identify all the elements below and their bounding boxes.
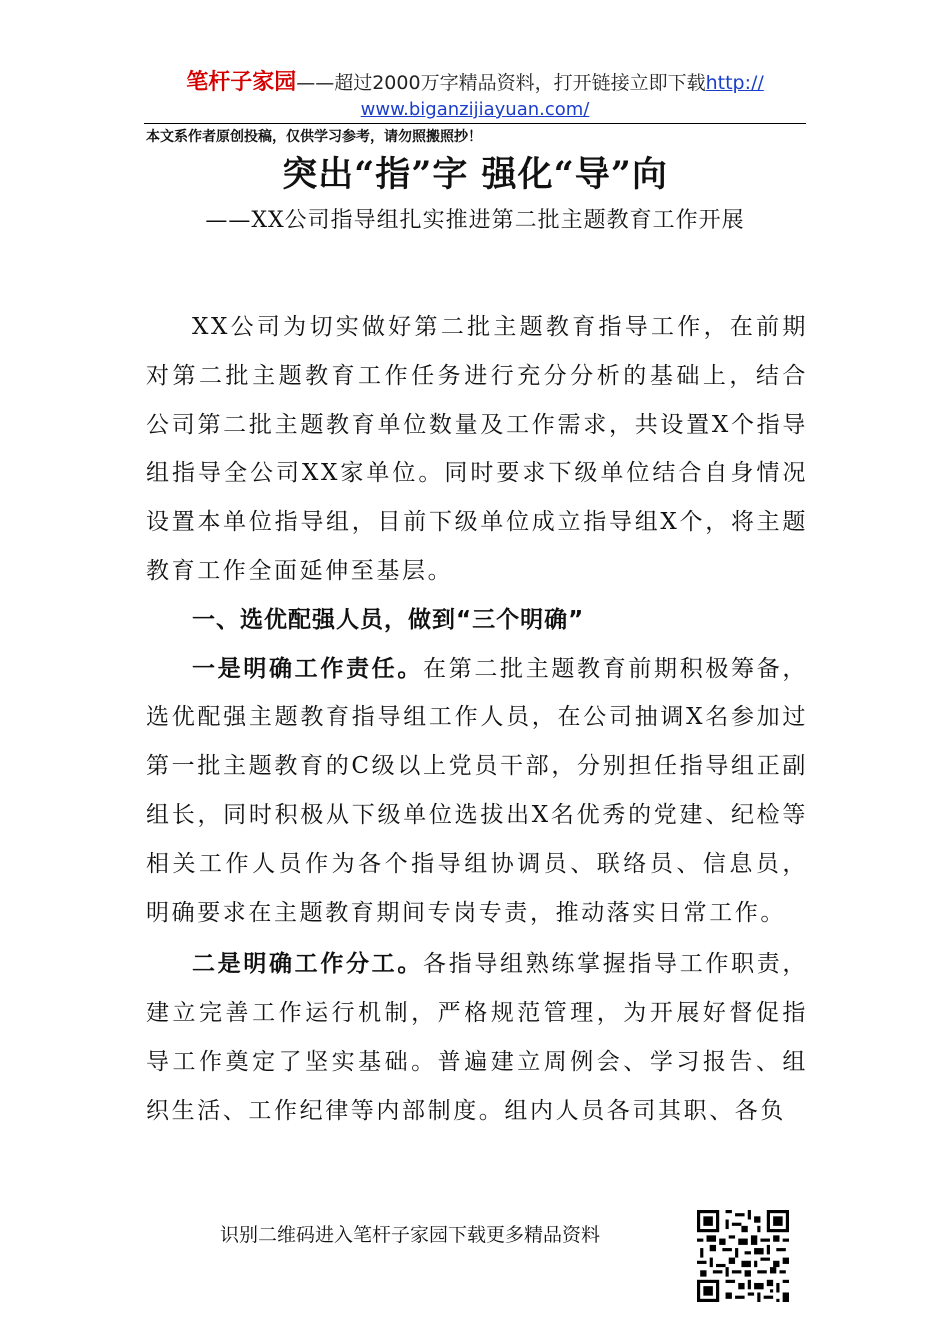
brand-name: 笔杆子家园 bbox=[186, 70, 297, 95]
document-subtitle: ——XX公司指导组扎实推进第二批主题教育工作开展 bbox=[205, 208, 745, 233]
download-link-part2[interactable]: www.biganzijiayuan.com/ bbox=[360, 99, 590, 120]
header-banner bbox=[0, 70, 950, 96]
header-divider bbox=[144, 123, 806, 124]
paragraph-text: 各指导组熟练掌握指导工作职责，建立完善工作运行机制，严格规范管理，为开展好督促指导工作奠定了坚实基础。普遍建立周例会、学习报告、组织生活、工作纪律等内部制度。组内人员各司其职、各负 bbox=[146, 951, 809, 1124]
paragraph-text: 在第二批主题教育前期积极筹备，选优配强主题教育指导组工作人员，在公司抽调X名参加过第一批主题教育的C级以上党员干部，分别担任指导组正副组长，同时积极从下级单位选拔出X名优秀的党建、纪检等相关工作人员作为各个指导组协调员、联络员、信息员，明确要求在主题教育期间专岗专责，推动落实日常工作。 bbox=[146, 655, 809, 926]
paragraph-lead: 二是明确工作分工。 bbox=[192, 950, 424, 978]
copyright-notice: 本文系作者原创投稿，仅供学习参考，请勿照搬照抄！ bbox=[146, 129, 482, 145]
download-link-part1[interactable]: http:// bbox=[705, 72, 764, 94]
paragraph-division bbox=[146, 940, 808, 1135]
header-url-line bbox=[0, 98, 950, 122]
footer-caption: 识别二维码进入笔杆子家园下载更多精品资料 bbox=[220, 1224, 601, 1246]
paragraph-intro: XX公司为切实做好第二批主题教育指导工作，在前期对第二批主题教育工作任务进行充分分析的基础上，结合公司第二批主题教育单位数量及工作需求，共设置X个指导组指导全公司XX家单位。同时要求下级单位结合自身情况设置本单位指导组，目前下级单位成立指导组X个，将主题教育工作全面延伸至基层。 bbox=[146, 314, 808, 584]
paragraph-lead: 一是明确工作责任。 bbox=[192, 654, 424, 682]
header-tagline: ——超过2000万字精品资料，打开链接立即下载 bbox=[296, 72, 706, 94]
document-body bbox=[146, 303, 808, 1136]
paragraph-responsibility bbox=[146, 645, 808, 938]
section-heading-1: 一、选优配强人员，做到“三个明确” bbox=[192, 606, 585, 633]
document-title: 突出“指”字 强化“导”向 bbox=[282, 154, 668, 195]
qr-code-icon[interactable] bbox=[697, 1210, 789, 1302]
